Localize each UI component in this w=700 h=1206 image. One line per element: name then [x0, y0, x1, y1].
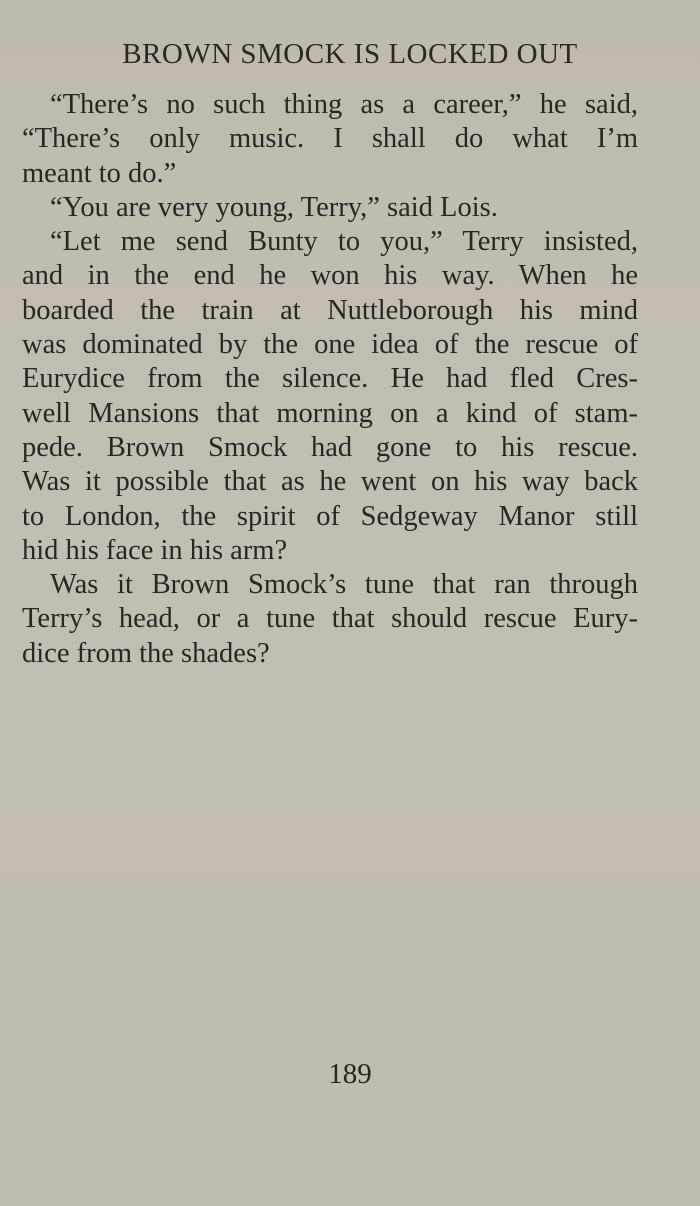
text-line: meant to do.” [22, 157, 177, 189]
text-line: Was it Brown Smock’s tune that ran through [50, 569, 638, 601]
text-line: pede. Brown Smock had gone to his rescue. [22, 431, 638, 463]
text-line: Terry’s head, or a tune that should rescue Eury- [22, 603, 638, 635]
text-line: “There’s no such thing as a career,” he said, [50, 89, 638, 120]
text-line: and in the end he won his way. When he [22, 260, 638, 292]
text-line: “You are very young, Terry,” said Lois. [50, 191, 498, 223]
text-line: Was it possible that as he went on his way back [22, 466, 638, 498]
body-text [22, 88, 638, 671]
text-line: Eurydice from the silence. He had fled Cres- [22, 363, 638, 395]
text-line: hid his face in his arm? [22, 534, 288, 566]
text-line: well Mansions that morning on a kind of stam- [22, 397, 638, 429]
page-number: 189 [328, 1058, 372, 1090]
text-line: “There’s only music. I shall do what I’m [22, 123, 638, 155]
running-head: BROWN SMOCK IS LOCKED OUT [122, 38, 578, 70]
text-line: to London, the spirit of Sedgeway Manor still [22, 500, 638, 532]
text-line: boarded the train at Nuttleborough his mind [22, 294, 638, 326]
text-line: was dominated by the one idea of the rescue of [22, 329, 638, 361]
text-line: “Let me send Bunty to you,” Terry insisted, [50, 226, 638, 258]
text-line: dice from the shades? [22, 637, 270, 669]
